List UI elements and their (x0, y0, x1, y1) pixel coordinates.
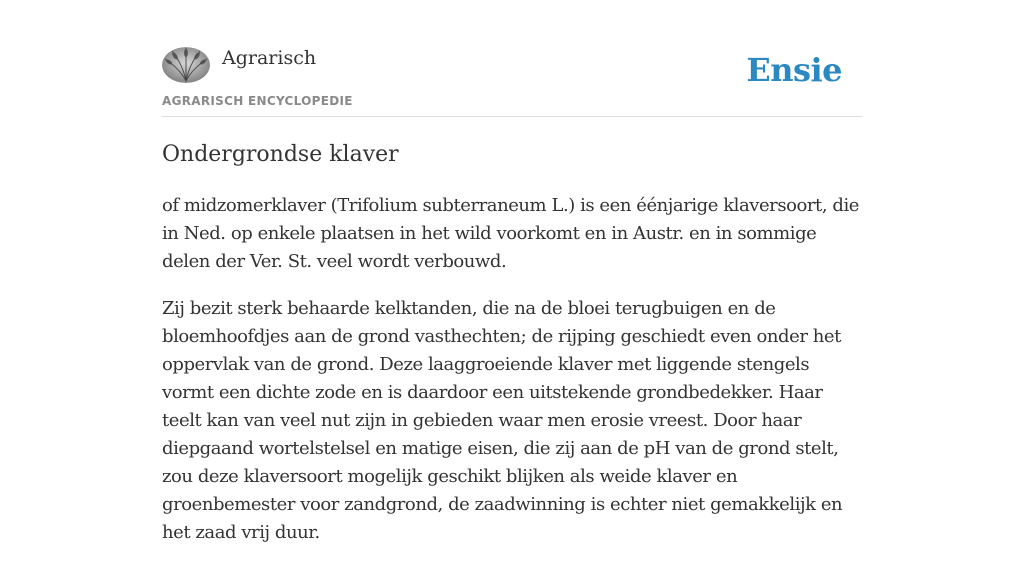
article-paragraph: Zij bezit sterk behaarde kelktanden, die na de bloei terugbuigen en de bloemhoofdjes aan de grond vasthechten; de rijping geschiedt even onder het oppervlak van de grond. Deze laaggroeiende klaver met liggende stengels vormt een dichte zode en is daardoor een uitstekende grondbedekker. Haar teelt kan van veel nut zijn in gebieden waar men erosie vreest. Door haar diepgaand wortelstelsel en matige eisen, die zij aan de pH van de grond stelt, zou deze klaversoort mogelijk geschikt blijken als weide klaver en groenbemester voor zandgrond, de zaadwinning is echter niet gemakkelijk en het zaad vrij duur. (162, 298, 843, 543)
encyclopedia-subtitle[interactable]: AGRARISCH ENCYCLOPEDIE (162, 94, 353, 108)
article-title: Ondergrondse klaver (162, 142, 399, 167)
article-paragraph: of midzomerklaver (Trifolium subterraneum L.) is een éénjarige klaversoort, die in Ned. op enkele plaatsen in het wild voorkomt en in Austr. en in sommige delen der Ver. St. veel wordt verbouwd. (162, 195, 859, 272)
site-header (162, 0, 862, 117)
article-body (162, 192, 862, 566)
brand-logo[interactable]: Ensie (746, 51, 842, 89)
wheat-grain-icon[interactable] (162, 47, 210, 83)
category-link[interactable]: Agrarisch (222, 47, 317, 69)
page (162, 0, 862, 543)
